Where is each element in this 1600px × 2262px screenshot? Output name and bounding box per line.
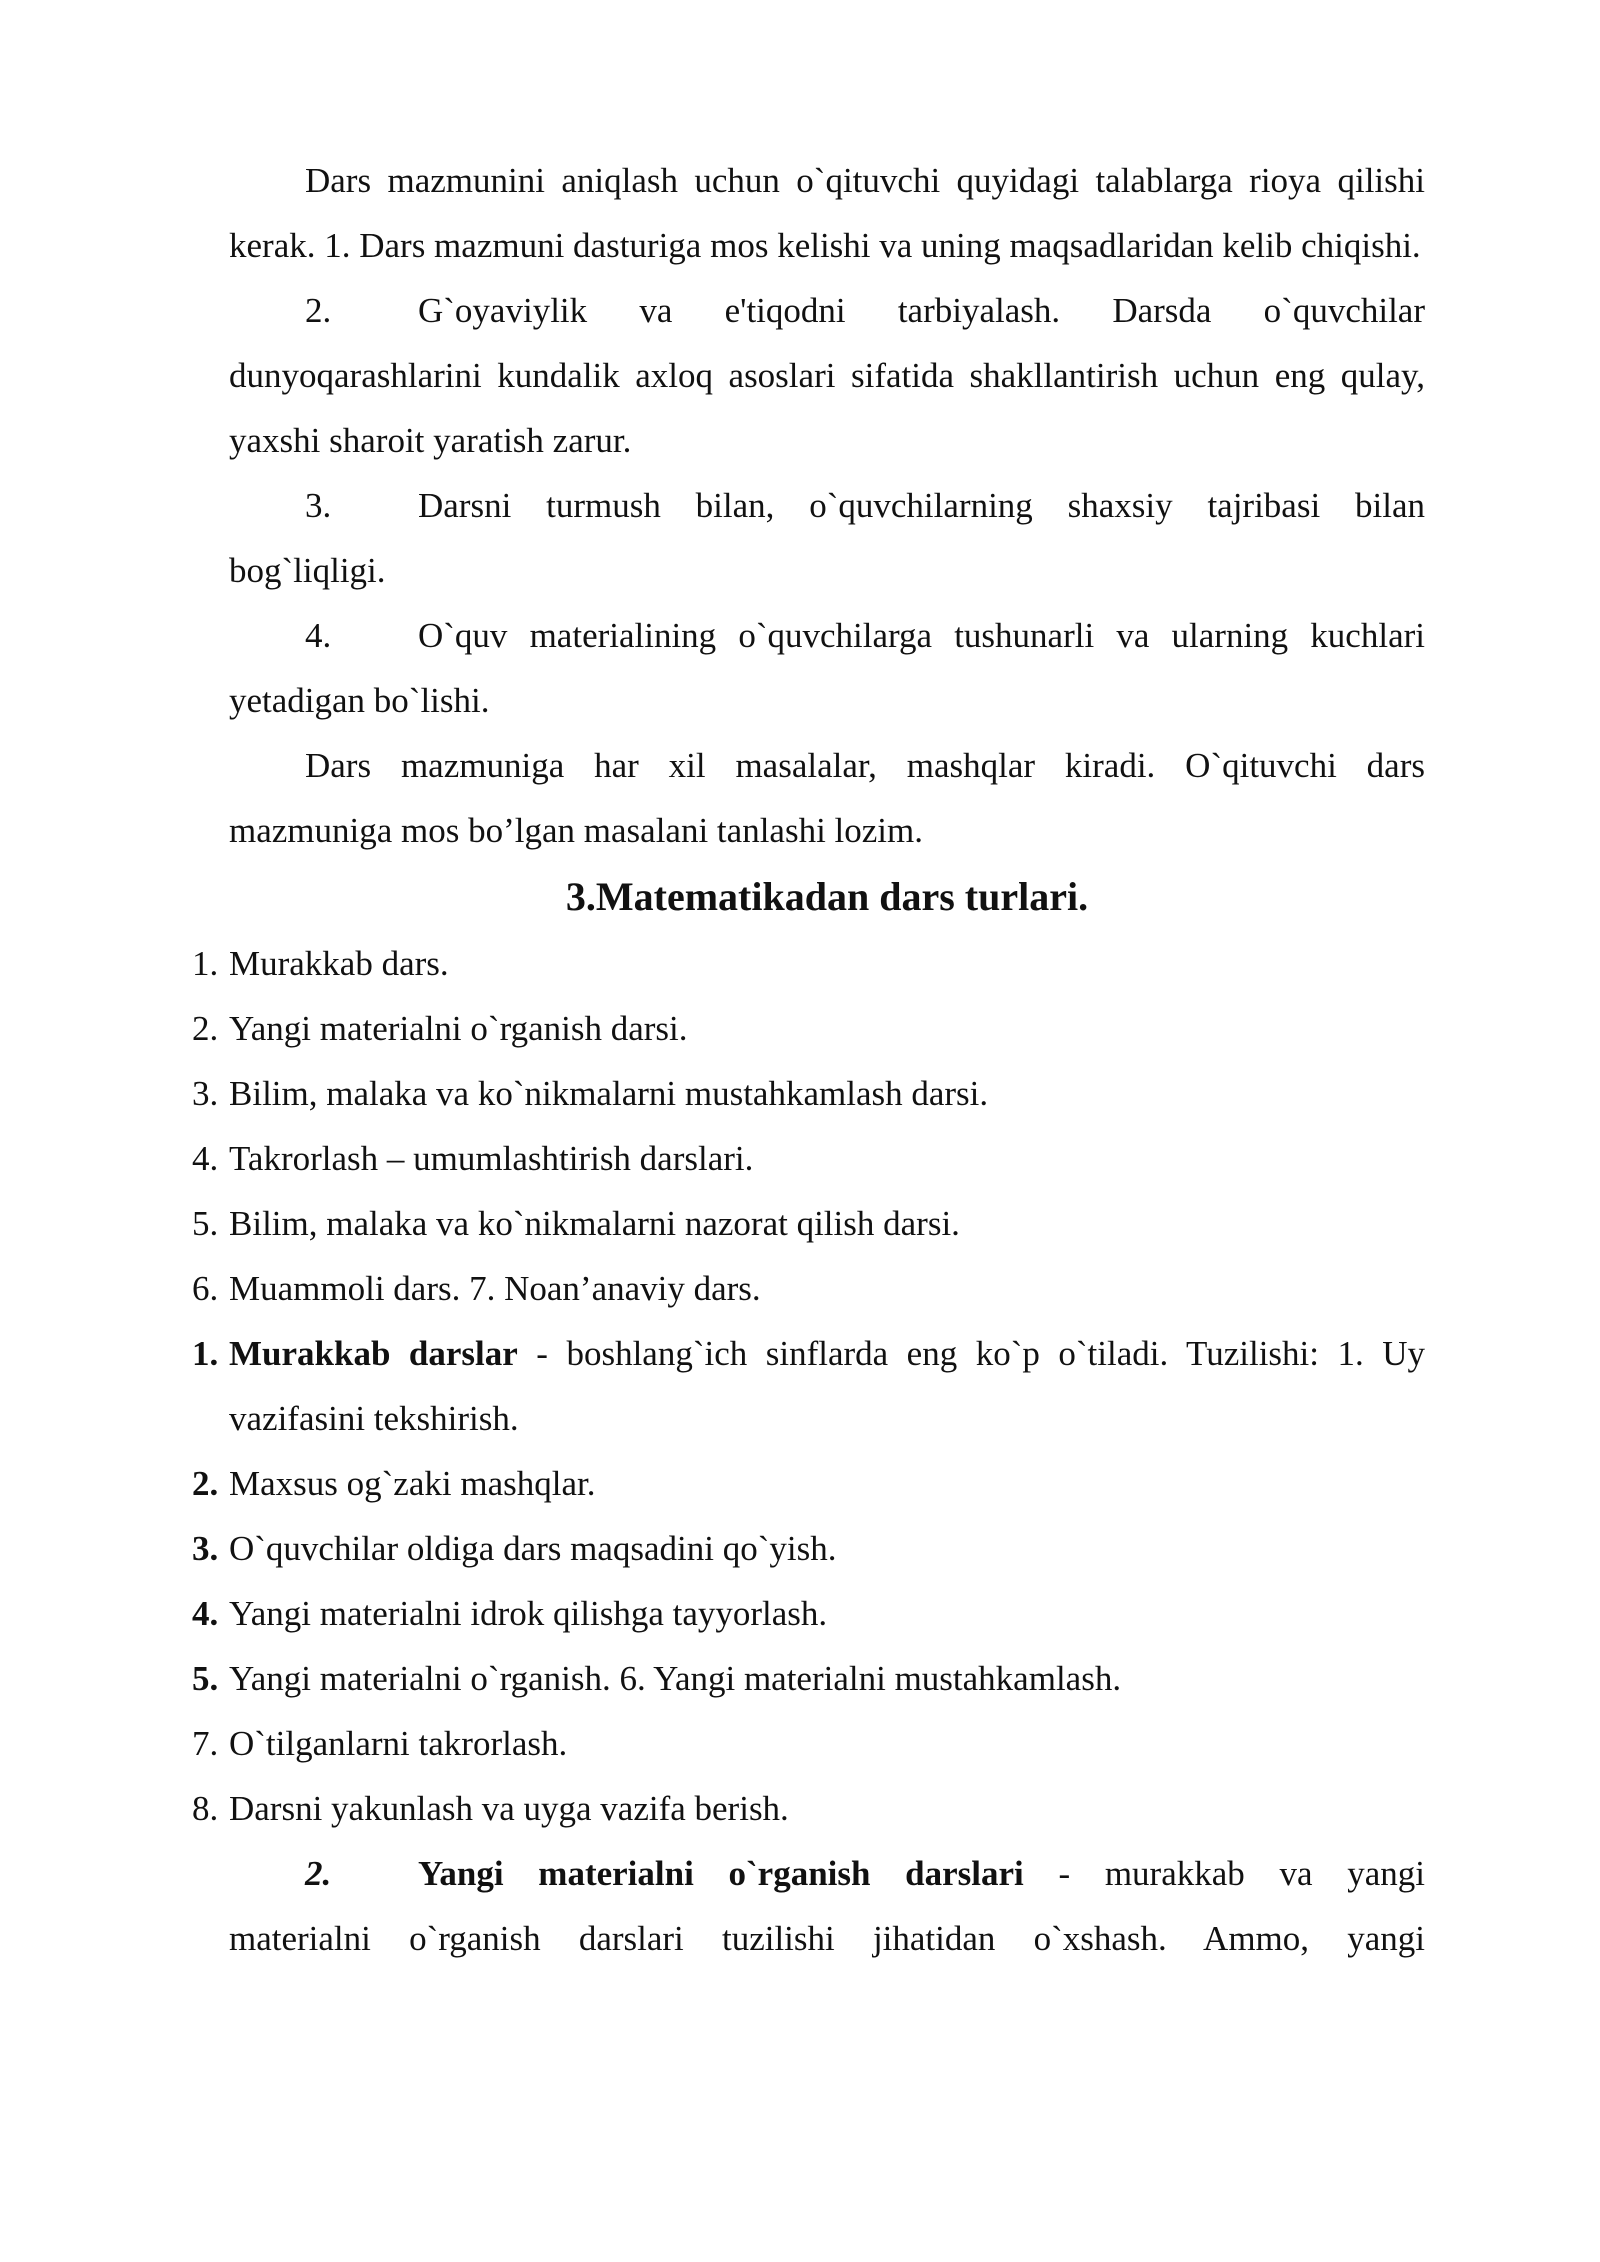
list-item (192, 996, 1425, 1061)
list-number: 1. (192, 944, 219, 983)
section-2-heading (229, 1841, 1425, 1906)
list-text: Bilim, malaka va ko`nikmalarni mustahkamlash darsi. (229, 1074, 989, 1113)
list-item (192, 1711, 1425, 1776)
lesson-types-list (192, 931, 1425, 1321)
list-text: - boshlang`ich sinflarda eng ko`p o`tiladi. Tuzilishi: 1. Uy vazifasini tekshirish. (229, 1334, 1425, 1438)
requirement-item-2 (229, 278, 1425, 343)
list-number: 3. (192, 1529, 219, 1568)
list-item (192, 1646, 1425, 1711)
list-text: Bilim, malaka va ko`nikmalarni nazorat qilish darsi. (229, 1204, 960, 1243)
section-2-continuation: materialni o`rganish darslari tuzilishi jihatidan o`xshash. Ammo, yangi (229, 1919, 1425, 1958)
item-number: 4. (305, 616, 332, 655)
term-bold: Yangi materialni o`rganish darslari (418, 1854, 1024, 1893)
list-number: 7. (192, 1724, 219, 1763)
section-lead-rest: - murakkab va yangi (1023, 1854, 1425, 1893)
list-number: 8. (192, 1789, 219, 1828)
list-text: Muammoli dars. 7. Noan’anaviy dars. (229, 1269, 761, 1308)
list-text: O`quvchilar oldiga dars maqsadini qo`yish. (229, 1529, 837, 1568)
list-number: 4. (192, 1139, 219, 1178)
list-number: 3. (192, 1074, 219, 1113)
list-item (192, 1581, 1425, 1646)
list-item (192, 1191, 1425, 1256)
list-text: O`tilganlarni takrorlash. (229, 1724, 568, 1763)
list-item (192, 1256, 1425, 1321)
item-number: 2. (305, 291, 332, 330)
structure-list (192, 1321, 1425, 1841)
list-item (192, 931, 1425, 996)
item-text: Darsni turmush bilan, o`quvchilarning shaxsiy tajribasi bilan (418, 486, 1425, 525)
requirement-item-4 (229, 603, 1425, 668)
list-item (192, 1061, 1425, 1126)
list-number: 5. (192, 1659, 219, 1698)
list-item (192, 1451, 1425, 1516)
list-text: Yangi materialni idrok qilishga tayyorlash. (229, 1594, 828, 1633)
list-text: Darsni yakunlash va uyga vazifa berish. (229, 1789, 789, 1828)
term-bold: Murakkab darslar (229, 1334, 518, 1373)
list-number: 5. (192, 1204, 219, 1243)
requirement-item-3 (229, 473, 1425, 538)
list-number: 2. (192, 1009, 219, 1048)
item-continuation: dunyoqarashlarini kundalik axloq asoslari sifatida shakllantirish uchun eng qulay, yaxshi sharoit yaratish zarur. (229, 356, 1425, 460)
list-text: Yangi materialni o`rganish. 6. Yangi materialni mustahkamlash. (229, 1659, 1122, 1698)
item-continuation: bog`liqligi. (229, 551, 386, 590)
section-lead (418, 1841, 1425, 1906)
list-number: 4. (192, 1594, 219, 1633)
list-item (192, 1776, 1425, 1841)
section-number: 2. (305, 1854, 332, 1893)
page-content (192, 148, 1425, 1971)
item-text: G`oyaviylik va e'tiqodni tarbiyalash. Darsda o`quvchilar (418, 291, 1425, 330)
item-continuation: yetadigan bo`lishi. (229, 681, 490, 720)
list-text: Maxsus og`zaki mashqlar. (229, 1464, 596, 1503)
list-number: 1. (192, 1334, 219, 1373)
list-item (192, 1126, 1425, 1191)
list-number: 2. (192, 1464, 219, 1503)
item-text: O`quv materialining o`quvchilarga tushunarli va ularning kuchlari (418, 616, 1425, 655)
section-heading: 3.Matematikadan dars turlari. (565, 874, 1089, 919)
list-text: Murakkab dars. (229, 944, 449, 983)
content-paragraph: Dars mazmuniga har xil masalalar, mashqlar kiradi. O`qituvchi dars mazmuniga mos bo’lgan masalani tanlashi lozim. (229, 746, 1425, 850)
list-text: Yangi materialni o`rganish darsi. (229, 1009, 688, 1048)
list-item (192, 1516, 1425, 1581)
intro-paragraph: Dars mazmunini aniqlash uchun o`qituvchi quyidagi talablarga rioya qilishi kerak. 1. Dars mazmuni dasturiga mos kelishi va uning maqsadlaridan kelib chiqishi. (229, 161, 1425, 265)
list-item (192, 1321, 1425, 1451)
list-text: Takrorlash – umumlashtirish darslari. (229, 1139, 754, 1178)
list-number: 6. (192, 1269, 219, 1308)
item-number: 3. (305, 486, 332, 525)
